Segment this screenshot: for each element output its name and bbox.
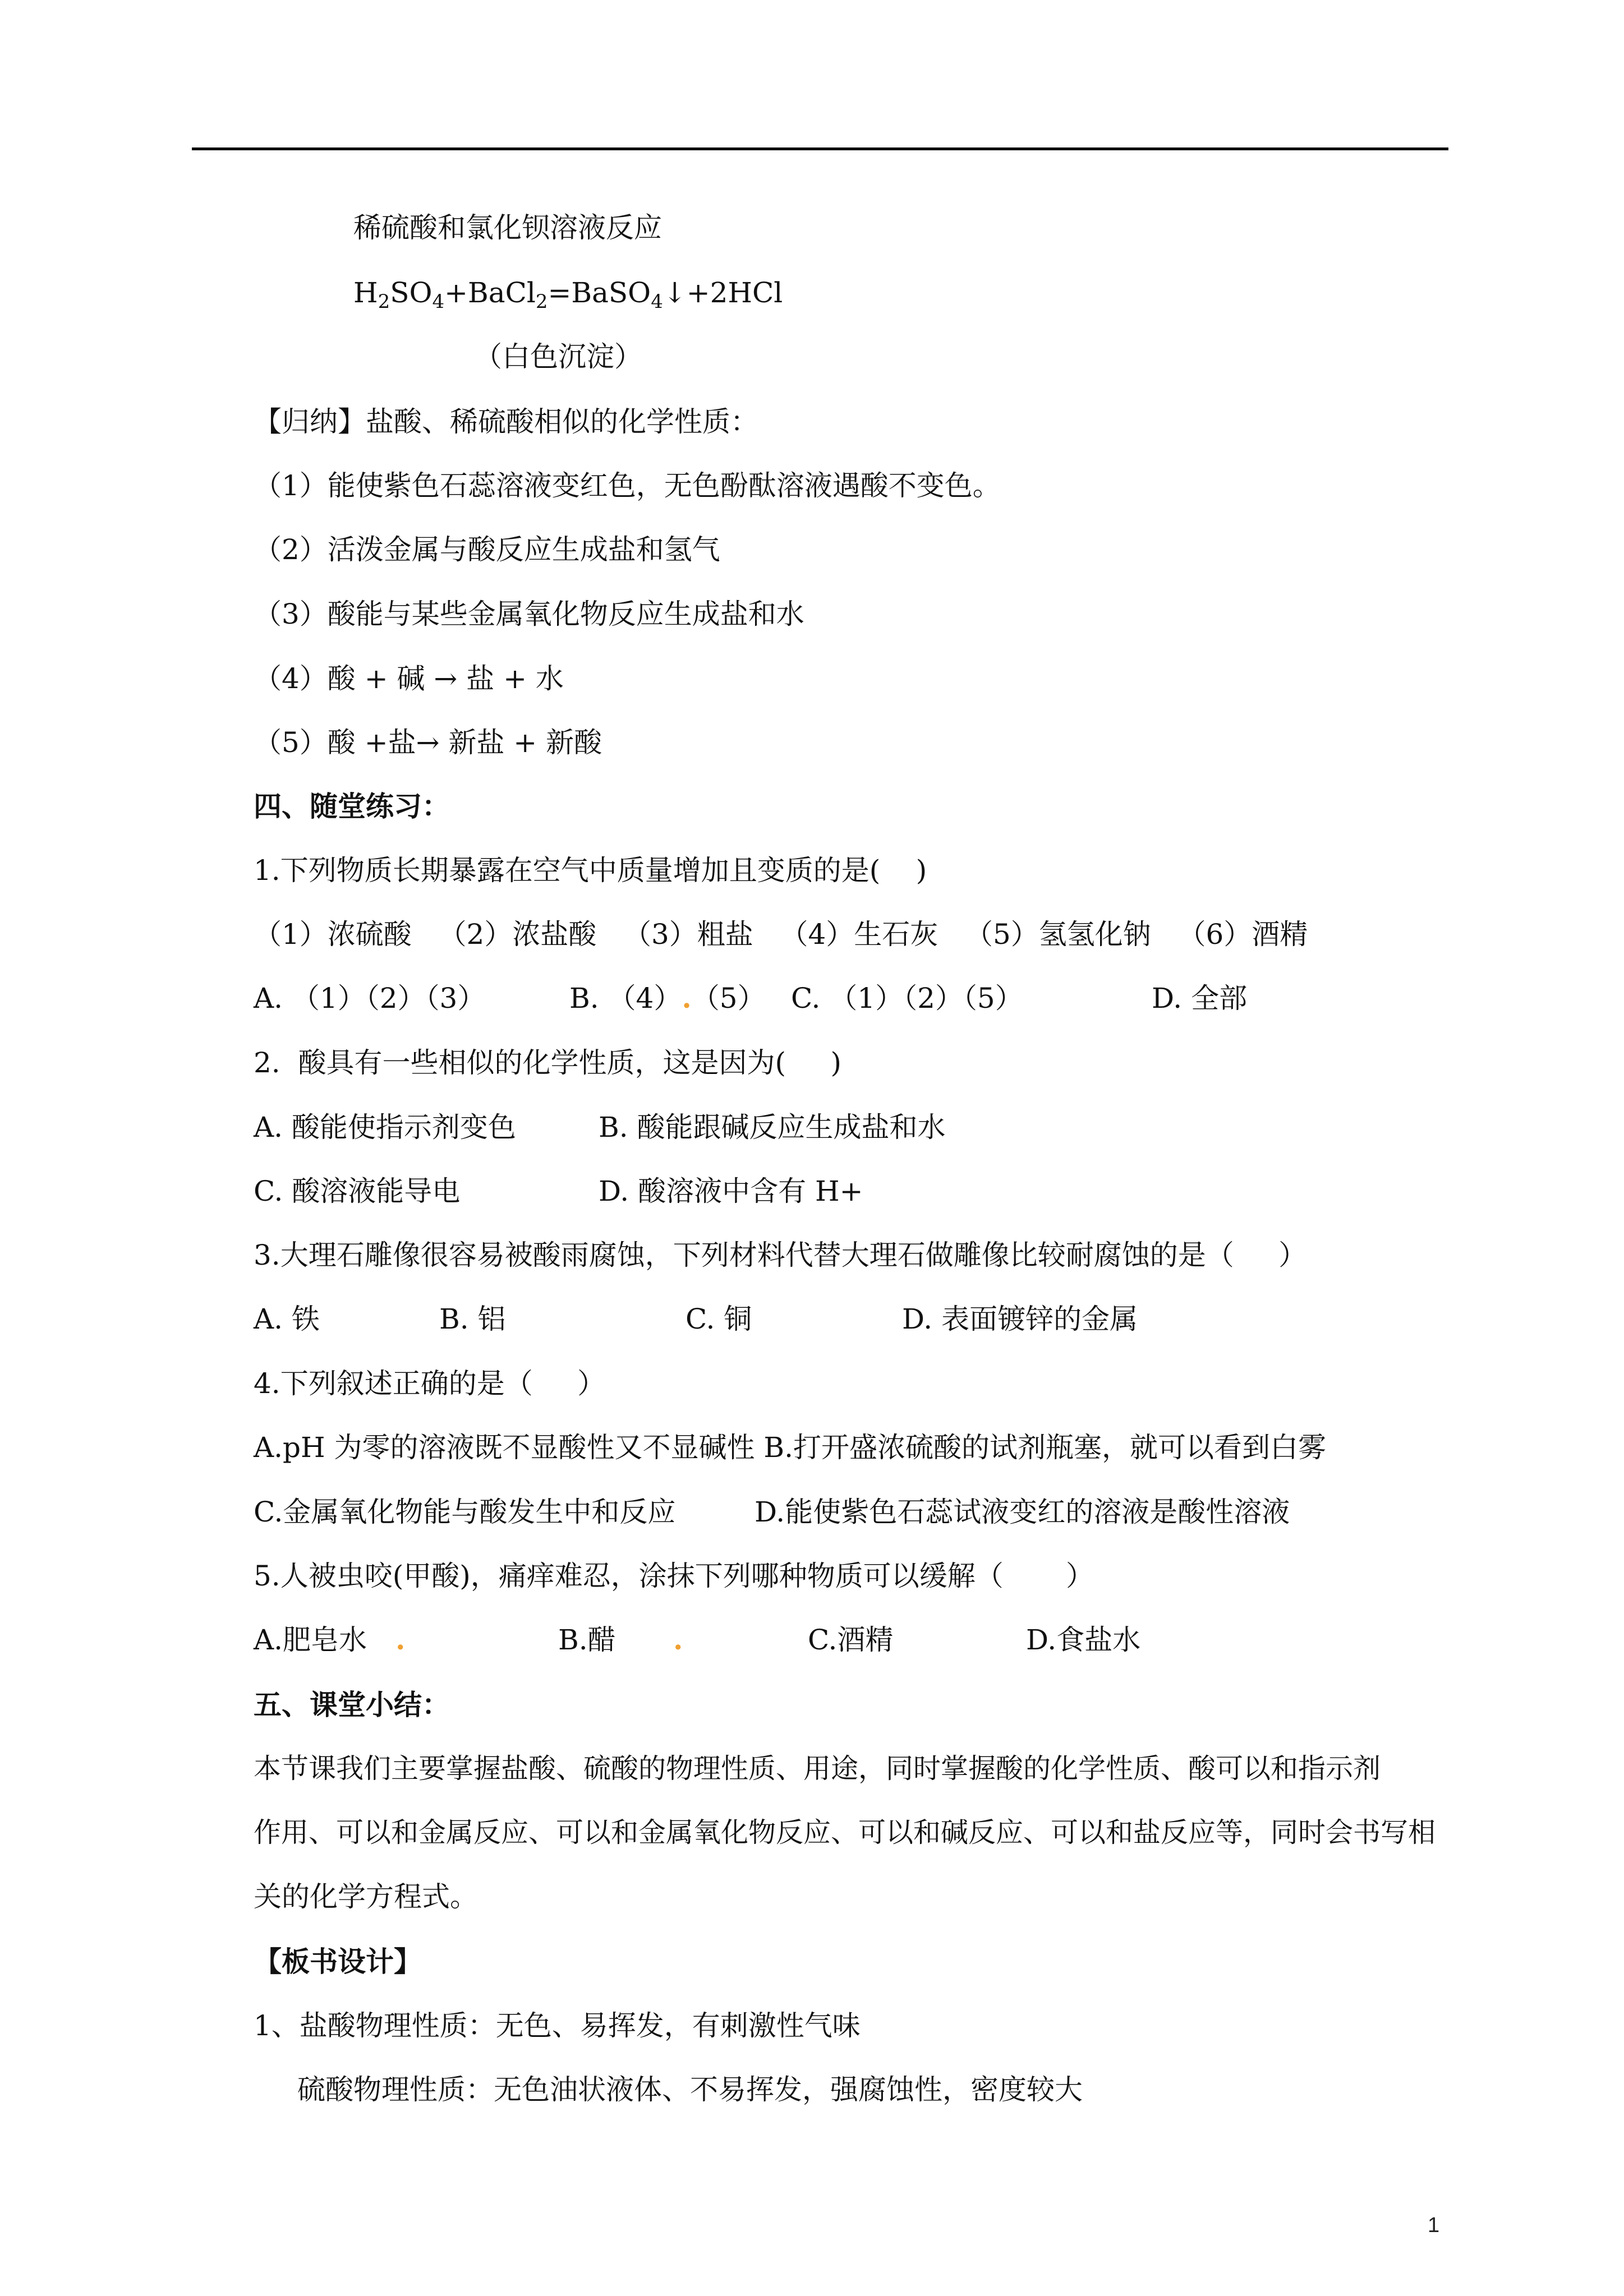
question-3-option-a: A. 铁 [254,1303,320,1335]
question-2-option-a: A. 酸能使指示剂变色 [254,1111,516,1144]
summary-title: 【归纳】盐酸、稀硫酸相似的化学性质： [254,405,758,438]
question-4-stem: 4.下列叙述正确的是（ ） [254,1367,606,1400]
header-rule [192,147,1448,150]
question-1-substances: （1）浓硫酸 （2）浓盐酸 （3）粗盐 （4）生石灰 （5）氢氢化钠 （6）酒精 [254,918,1308,951]
question-3-stem: 3.大理石雕像很容易被酸雨腐蚀，下列材料代替大理石做雕像比较耐腐蚀的是（ ） [254,1239,1307,1271]
question-2-option-b: B. 酸能跟碱反应生成盐和水 [599,1111,946,1144]
question-1-option-a: A. （1）（2）（3） [254,982,486,1015]
question-1-stem: 1.下列物质长期暴露在空气中质量增加且变质的是( ) [254,854,927,887]
question-3-option-d: D. 表面镀锌的金属 [902,1303,1138,1335]
conclusion-line: 本节课我们主要掌握盐酸、硫酸的物理性质、用途，同时掌握酸的化学性质、酸可以和指示剂 [254,1753,1381,1785]
question-2-option-d: D. 酸溶液中含有 H+ [599,1175,863,1207]
summary-item: （1）能使紫色石蕊溶液变红色，无色酚酞溶液遇酸不变色。 [254,469,1001,502]
question-5-option-c: C.酒精 [808,1624,894,1656]
conclusion-line: 作用、可以和金属反应、可以和金属氧化物反应、可以和碱反应、可以和盐反应等，同时会书写相 [254,1816,1436,1848]
question-3-option-b: B. 铝 [439,1303,506,1335]
orange-dot-mark: . [673,1623,683,1656]
question-4-option-d: D.能使紫色石蕊试液变红的溶液是酸性溶液 [755,1496,1290,1528]
question-1-option-c: C. （1）（2）（5） [791,982,1023,1015]
summary-item: （5）酸 +盐→ 新盐 + 新酸 [254,726,602,759]
summary-item: （3）酸能与某些金属氧化物反应生成盐和水 [254,598,804,630]
question-2-stem: 2. 酸具有一些相似的化学性质，这是因为( ) [254,1046,841,1079]
board-heading: 【板书设计】 [254,1945,422,1978]
precipitate-note: （白色沉淀） [474,340,642,373]
question-1-option-b: B. （4）.（5） [569,981,766,1015]
equation-caption: 稀硫酸和氯化钡溶液反应 [353,211,662,244]
summary-item: （2）活泼金属与酸反应生成盐和氢气 [254,533,720,566]
summary-item: （4）酸 + 碱 → 盐 + 水 [254,662,564,695]
question-2-option-c: C. 酸溶液能导电 [254,1175,461,1207]
question-5-option-d: D.食盐水 [1026,1624,1141,1656]
question-4-options-ab: A.pH 为零的溶液既不显酸性又不显碱性 B.打开盛浓硫酸的试剂瓶塞，就可以看到白雾 [254,1431,1327,1464]
orange-dot-mark: . [395,1623,406,1656]
question-5-stem: 5.人被虫咬(甲酸)，痛痒难忍，涂抹下列哪种物质可以缓解（ ） [254,1560,1094,1592]
board-line: 1、盐酸物理性质：无色、易挥发，有刺激性气味 [254,2009,861,2042]
board-line: 硫酸物理性质：无色油状液体、不易挥发，强腐蚀性，密度较大 [297,2073,1083,2106]
page-number: 1 [1428,2214,1440,2237]
question-5-option-a: A.肥皂水 [254,1624,367,1656]
conclusion-heading: 五、课堂小结： [254,1688,450,1721]
practice-heading: 四、随堂练习： [254,790,450,823]
question-5-option-b: B.醋 [558,1624,616,1656]
question-4-option-c: C.金属氧化物能与酸发生中和反应 [254,1496,676,1528]
chemical-equation: $H_2SO_4+BaCl_2=BaSO_4↓+2HCl$ [353,276,783,313]
conclusion-line: 关的化学方程式。 [254,1880,478,1913]
question-1-option-d: D. 全部 [1152,982,1248,1015]
question-3-option-c: C. 铜 [686,1303,752,1335]
